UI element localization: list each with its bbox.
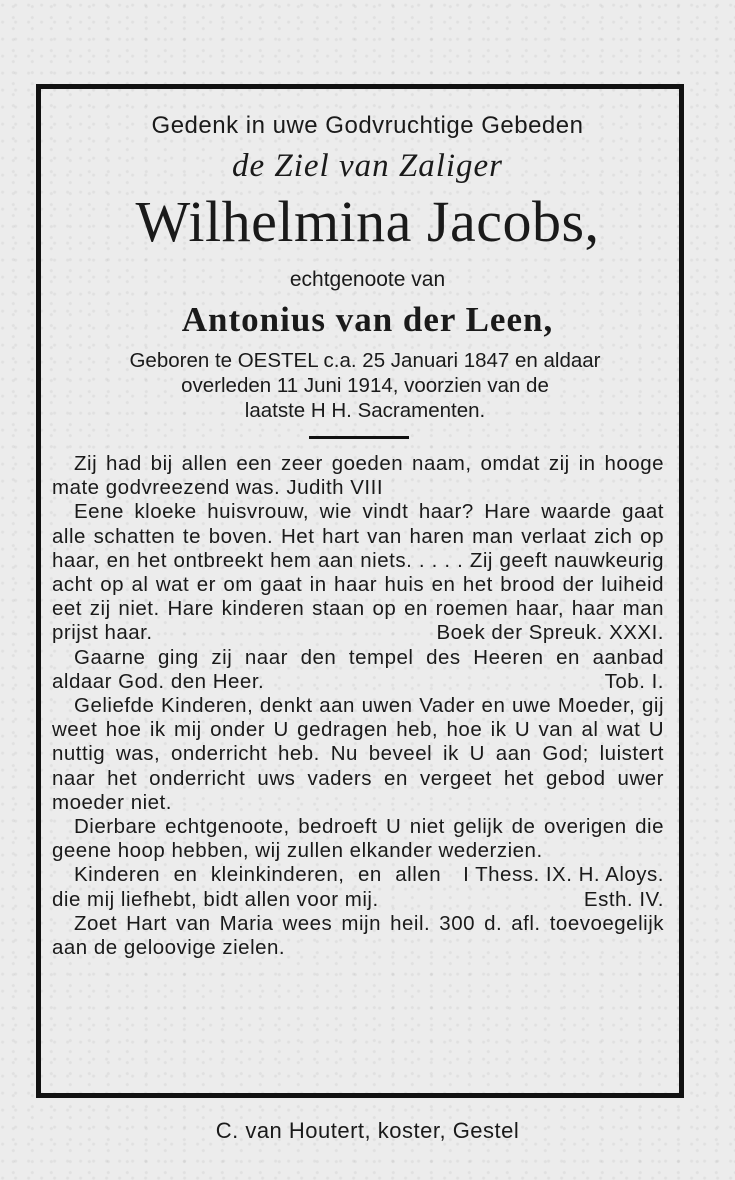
deceased-name: Wilhelmina Jacobs, xyxy=(135,189,600,254)
paragraph-4-text: Geliefde Kinderen, denkt aan uwen Vader en uwe Moeder, gij weet hoe ik mij onder U gedragen heb, hoe ik U van al wat U nuttig was, onderricht heb. Nu beveel ik U aan God; luistert naar het onderricht uws vaders en vergeet het gebod uwer moeder niet. xyxy=(52,694,664,814)
header-line-1: Gedenk in uwe Godvruchtige Gebeden xyxy=(151,112,584,139)
paragraph-3 xyxy=(52,646,664,694)
divider-rule xyxy=(309,436,409,439)
header-line-2: de Ziel van Zaliger xyxy=(231,148,504,184)
birth-line-3: laatste H H. Sacramenten. xyxy=(244,399,486,422)
paragraph-7-text: Zoet Hart van Maria wees mijn heil. 300 d. afl. toevoegelijk aan de geloovige zielen. xyxy=(52,911,664,960)
birth-death-info xyxy=(50,348,680,423)
paragraph-2-text: Eene kloeke huisvrouw, wie vindt haar? Hare waarde gaat alle schatten te boven. Het hart van haren man verlaat zich op haar, en het ontbreekt hem aan niets. . . . . Zij geeft nauwkeurig acht op al wat er om gaat in haar huis en het brood der luiheid eet zij niet. Hare kinderen staan op en roemen haar, haar man prijst haar. xyxy=(52,500,664,645)
paragraph-1-ref: Judith VIII xyxy=(286,476,384,500)
spouse-intro: echtgenoote van xyxy=(289,268,446,291)
spouse-name: Antonius van der Leen, xyxy=(181,300,554,339)
paragraph-4 xyxy=(52,694,664,815)
paragraph-2 xyxy=(52,500,664,645)
paragraph-1 xyxy=(52,452,664,500)
birth-line-1: Geboren te OESTEL c.a. 25 Januari 1847 en aldaar xyxy=(129,349,601,372)
paragraph-3-ref: Tob. I. xyxy=(604,669,664,693)
paragraph-7 xyxy=(52,912,664,960)
paragraph-6-ref: Esth. IV. xyxy=(583,887,664,911)
paragraph-1-text: Zij had bij allen een zeer goeden naam, omdat zij in hooge mate godvreezend was. xyxy=(52,452,664,500)
paragraph-2-ref: Boek der Spreuk. XXXI. xyxy=(436,621,664,645)
paragraph-6-text: Kinderen en kleinkinderen, en allen die mij liefhebt, bidt allen voor mij. xyxy=(52,863,442,911)
printer-credit: C. van Houtert, koster, Gestel xyxy=(215,1118,520,1143)
paragraph-5-ref: I Thess. IX. H. Aloys. xyxy=(463,863,664,887)
paragraph-3-text: Gaarne ging zij naar den tempel des Heeren en aanbad aldaar God. den Heer. xyxy=(52,645,664,693)
paragraph-5-text: Dierbare echtgenoote, bedroeft U niet gelijk de overigen die geene hoop hebben, wij zullen elkander wederzien. xyxy=(52,815,664,863)
birth-line-2: overleden 11 Juni 1914, voorzien van de xyxy=(181,374,549,397)
body-text xyxy=(52,452,664,960)
